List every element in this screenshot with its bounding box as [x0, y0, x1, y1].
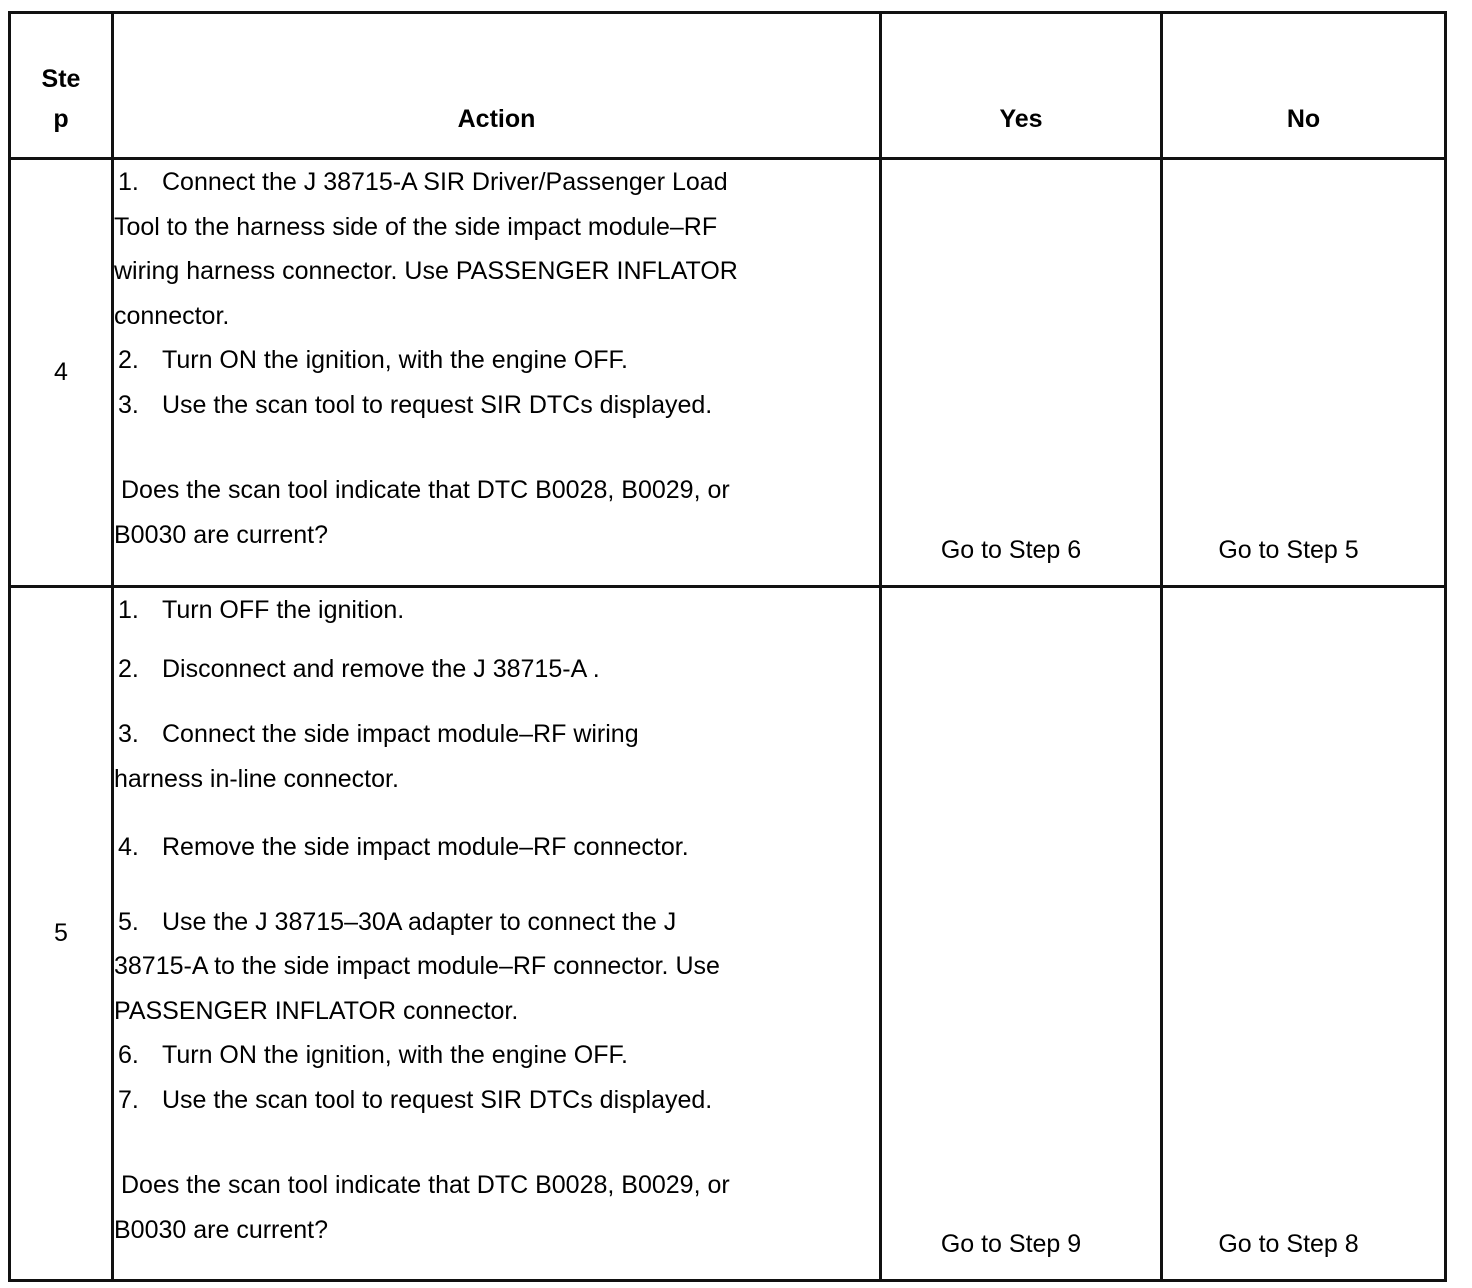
no-result: Go to Step 5 [1218, 535, 1359, 564]
yes-cell [881, 159, 1162, 587]
item-text: Disconnect and remove the J 38715-A . [162, 654, 600, 683]
question-line: B0030 are current? [114, 520, 329, 549]
step-number-cell: 5 [10, 587, 113, 1281]
item-number: 7. [118, 1085, 139, 1114]
item-continuation: connector. [114, 301, 230, 330]
question-block [114, 1163, 879, 1252]
action-cell [113, 587, 881, 1281]
action-item [114, 647, 879, 692]
item-continuation: PASSENGER INFLATOR connector. [114, 996, 519, 1025]
action-item [114, 588, 879, 633]
question-line: Does the scan tool indicate that DTC B0028, B0029, or [121, 1171, 730, 1199]
item-text: Turn OFF the ignition. [162, 596, 405, 624]
header-action-label: Action [457, 105, 536, 133]
action-item [114, 338, 879, 383]
item-text: Use the scan tool to request SIR DTCs displayed. [162, 1085, 713, 1114]
item-text: Use the J 38715–30A adapter to connect the J [162, 907, 677, 936]
item-number: 1. [118, 168, 139, 196]
item-number: 2. [118, 654, 139, 683]
item-continuation: Tool to the harness side of the side impact module–RF [114, 212, 718, 241]
question-line: B0030 are current? [114, 1215, 329, 1244]
header-step [10, 13, 113, 159]
action-item [114, 900, 879, 945]
item-number: 1. [118, 596, 139, 624]
step-number-cell: 4 [10, 159, 113, 587]
item-continuation: 38715-A to the side impact module–RF connector. Use [114, 952, 720, 980]
item-number: 3. [118, 720, 139, 748]
table-header-row [10, 13, 1446, 159]
header-yes-label: Yes [999, 105, 1043, 133]
item-number: 5. [118, 907, 139, 936]
table-row-step-4 [10, 159, 1446, 587]
diagnostic-table [8, 11, 1447, 1282]
question-block [114, 468, 879, 557]
item-number: 6. [118, 1041, 139, 1069]
table-row-step-5 [10, 587, 1446, 1281]
action-item [114, 712, 879, 757]
item-text: Use the scan tool to request SIR DTCs displayed. [162, 390, 713, 419]
no-result: Go to Step 8 [1218, 1229, 1359, 1258]
item-text: Turn ON the ignition, with the engine OFF. [162, 1041, 628, 1069]
yes-result: Go to Step 6 [940, 535, 1082, 564]
item-text: Connect the J 38715-A SIR Driver/Passenger Load [162, 168, 728, 196]
action-item [114, 160, 879, 205]
item-number: 4. [118, 833, 139, 861]
no-cell [1162, 159, 1446, 587]
header-no [1162, 13, 1446, 159]
action-cell [113, 159, 881, 587]
action-item [114, 383, 879, 428]
item-continuation: wiring harness connector. Use PASSENGER INFLATOR [114, 257, 738, 285]
item-number: 2. [118, 346, 139, 374]
yes-cell [881, 587, 1162, 1281]
item-number: 3. [118, 390, 139, 419]
item-text: Connect the side impact module–RF wiring [162, 720, 639, 748]
yes-result: Go to Step 9 [940, 1229, 1082, 1258]
header-step-label: Step [41, 65, 81, 133]
question-line: Does the scan tool indicate that DTC B0028, B0029, or [121, 476, 730, 504]
header-action [113, 13, 881, 159]
action-item [114, 1033, 879, 1078]
header-no-label: No [1286, 105, 1321, 133]
action-item [114, 1078, 879, 1123]
header-yes [881, 13, 1162, 159]
no-cell [1162, 587, 1446, 1281]
action-item [114, 825, 879, 870]
item-text: Turn ON the ignition, with the engine OFF. [162, 346, 628, 374]
item-continuation: harness in-line connector. [114, 764, 399, 793]
item-text: Remove the side impact module–RF connector. [162, 833, 689, 861]
